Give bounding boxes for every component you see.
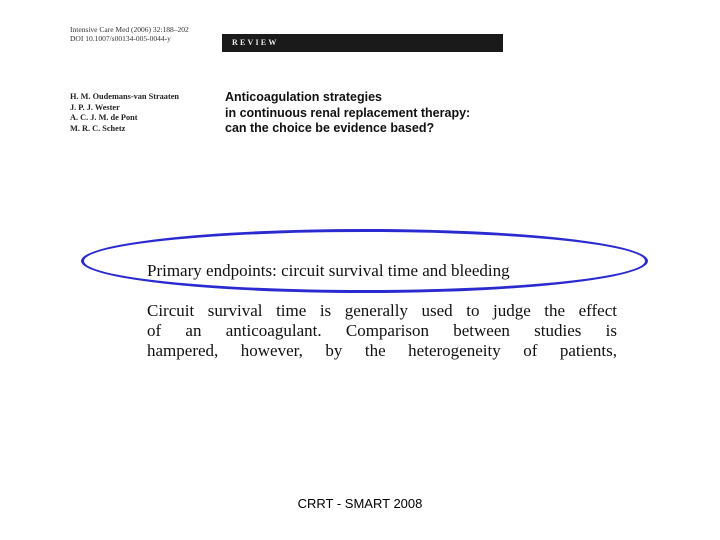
author-name: A. C. J. M. de Pont <box>70 113 138 122</box>
author-name: M. R. C. Schetz <box>70 123 126 133</box>
slide-footer: CRRT - SMART 2008 <box>297 496 423 511</box>
review-banner <box>222 34 503 52</box>
paragraph-line: Circuit survival time is generally used to judge the effect <box>147 301 617 320</box>
doi-line: DOI 10.1007/s00134-005-0044-y <box>70 34 171 43</box>
author-name: J. P. J. Wester <box>70 102 120 112</box>
paragraph-line: of an anticoagulant. Comparison between studies is <box>147 321 617 340</box>
article-title <box>225 90 470 137</box>
author-list <box>70 92 179 134</box>
excerpt-paragraph <box>147 301 617 361</box>
title-line: Anticoagulation strategies <box>225 90 382 104</box>
title-line: can the choice be evidence based? <box>225 121 435 135</box>
journal-citation <box>70 25 189 43</box>
section-heading: Primary endpoints: circuit survival time and bleeding <box>147 261 510 280</box>
paragraph-line: hampered, however, by the heterogeneity of patients, <box>147 341 617 360</box>
section-label: REVIEW <box>232 38 279 47</box>
journal-reference: Intensive Care Med (2006) 32:188–202 <box>70 25 189 34</box>
author-name: H. M. Oudemans-van Straaten <box>70 92 180 101</box>
title-line: in continuous renal replacement therapy: <box>225 105 471 120</box>
